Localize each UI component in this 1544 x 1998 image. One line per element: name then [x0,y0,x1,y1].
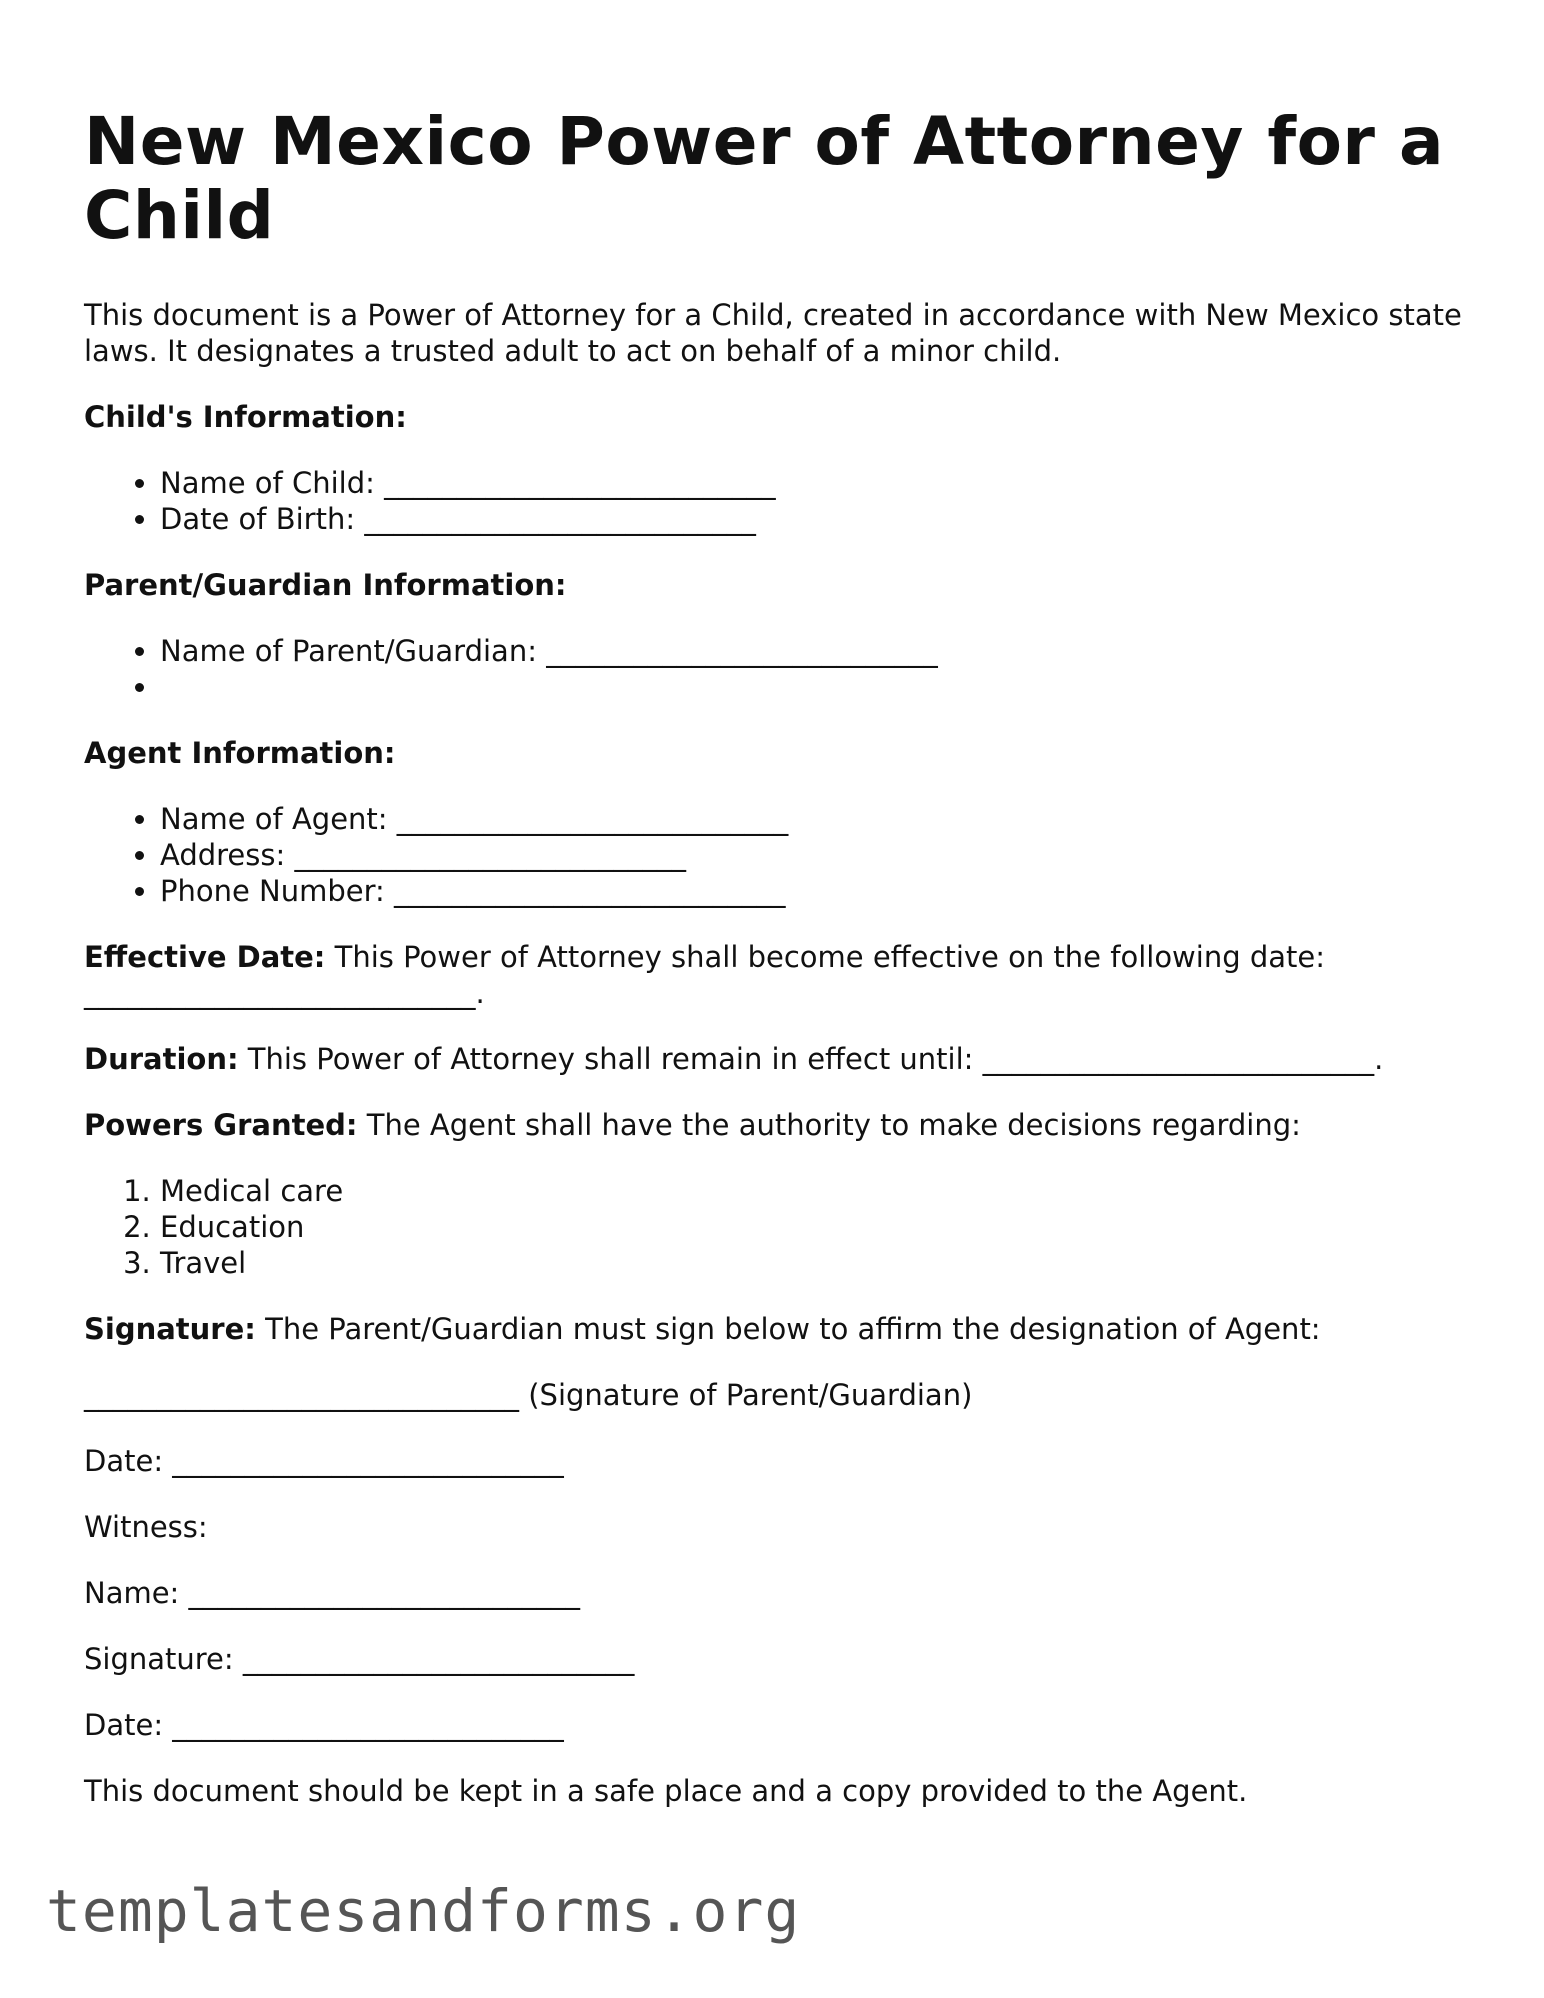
child-dob-field: • Date of Birth: ___________________________ [160,501,1484,537]
duration-paragraph [84,1041,1484,1077]
child-info-heading: Child's Information: [84,400,407,434]
signature-paragraph [84,1311,1484,1347]
witness-name-line: Name: ___________________________ [84,1576,581,1610]
parent-empty-item [160,669,1484,705]
document-body [84,105,1484,1839]
effective-date-paragraph [84,939,1484,1011]
signature-text: The Parent/Guardian must sign below to affirm the designation of Agent: [255,1312,1321,1346]
agent-info-list [84,801,1484,909]
closing-paragraph: This document should be kept in a safe place and a copy provided to the Agent. [84,1774,1248,1808]
power-medical-care: 1. Medical care [160,1173,1484,1209]
site-watermark: templatesandforms.org [46,1877,801,1945]
agent-info-heading: Agent Information: [84,736,396,770]
parent-info-heading: Parent/Guardian Information: [84,568,567,602]
powers-paragraph [84,1107,1484,1143]
witness-heading: Witness: [84,1510,208,1544]
parent-name-field: • Name of Parent/Guardian: ___________________________ [160,633,1484,669]
agent-phone-field: • Phone Number: ___________________________ [160,873,1484,909]
child-info-list [84,465,1484,537]
power-travel: 3. Travel [160,1245,1484,1281]
child-name-field: • Name of Child: ___________________________ [160,465,1484,501]
duration-label: Duration: [84,1042,239,1076]
powers-text: The Agent shall have the authority to make decisions regarding: [357,1108,1301,1142]
parent-signature-line: ______________________________ (Signature of Parent/Guardian) [84,1378,973,1412]
intro-paragraph: This document is a Power of Attorney for a Child, created in accordance with New Mexico state laws. It designates a trusted adult to act on behalf of a minor child. [84,298,1462,368]
effective-date-text: This Power of Attorney shall become effective on the following date: ___________________________. [84,940,1325,1010]
signature-date-line: Date: ___________________________ [84,1444,564,1478]
agent-address-field: • Address: ___________________________ [160,837,1484,873]
parent-info-list [84,633,1484,705]
witness-date-line: Date: ___________________________ [84,1708,564,1742]
document-title: New Mexico Power of Attorney for a Child [84,103,1444,254]
witness-signature-line: Signature: ___________________________ [84,1642,635,1676]
powers-label: Powers Granted: [84,1108,358,1142]
power-education: 2. Education [160,1209,1484,1245]
duration-text: This Power of Attorney shall remain in effect until: ___________________________. [238,1042,1384,1076]
signature-label: Signature: [84,1312,256,1346]
effective-date-label: Effective Date: [84,940,326,974]
agent-name-field: • Name of Agent: ___________________________ [160,801,1484,837]
powers-list [84,1173,1484,1281]
